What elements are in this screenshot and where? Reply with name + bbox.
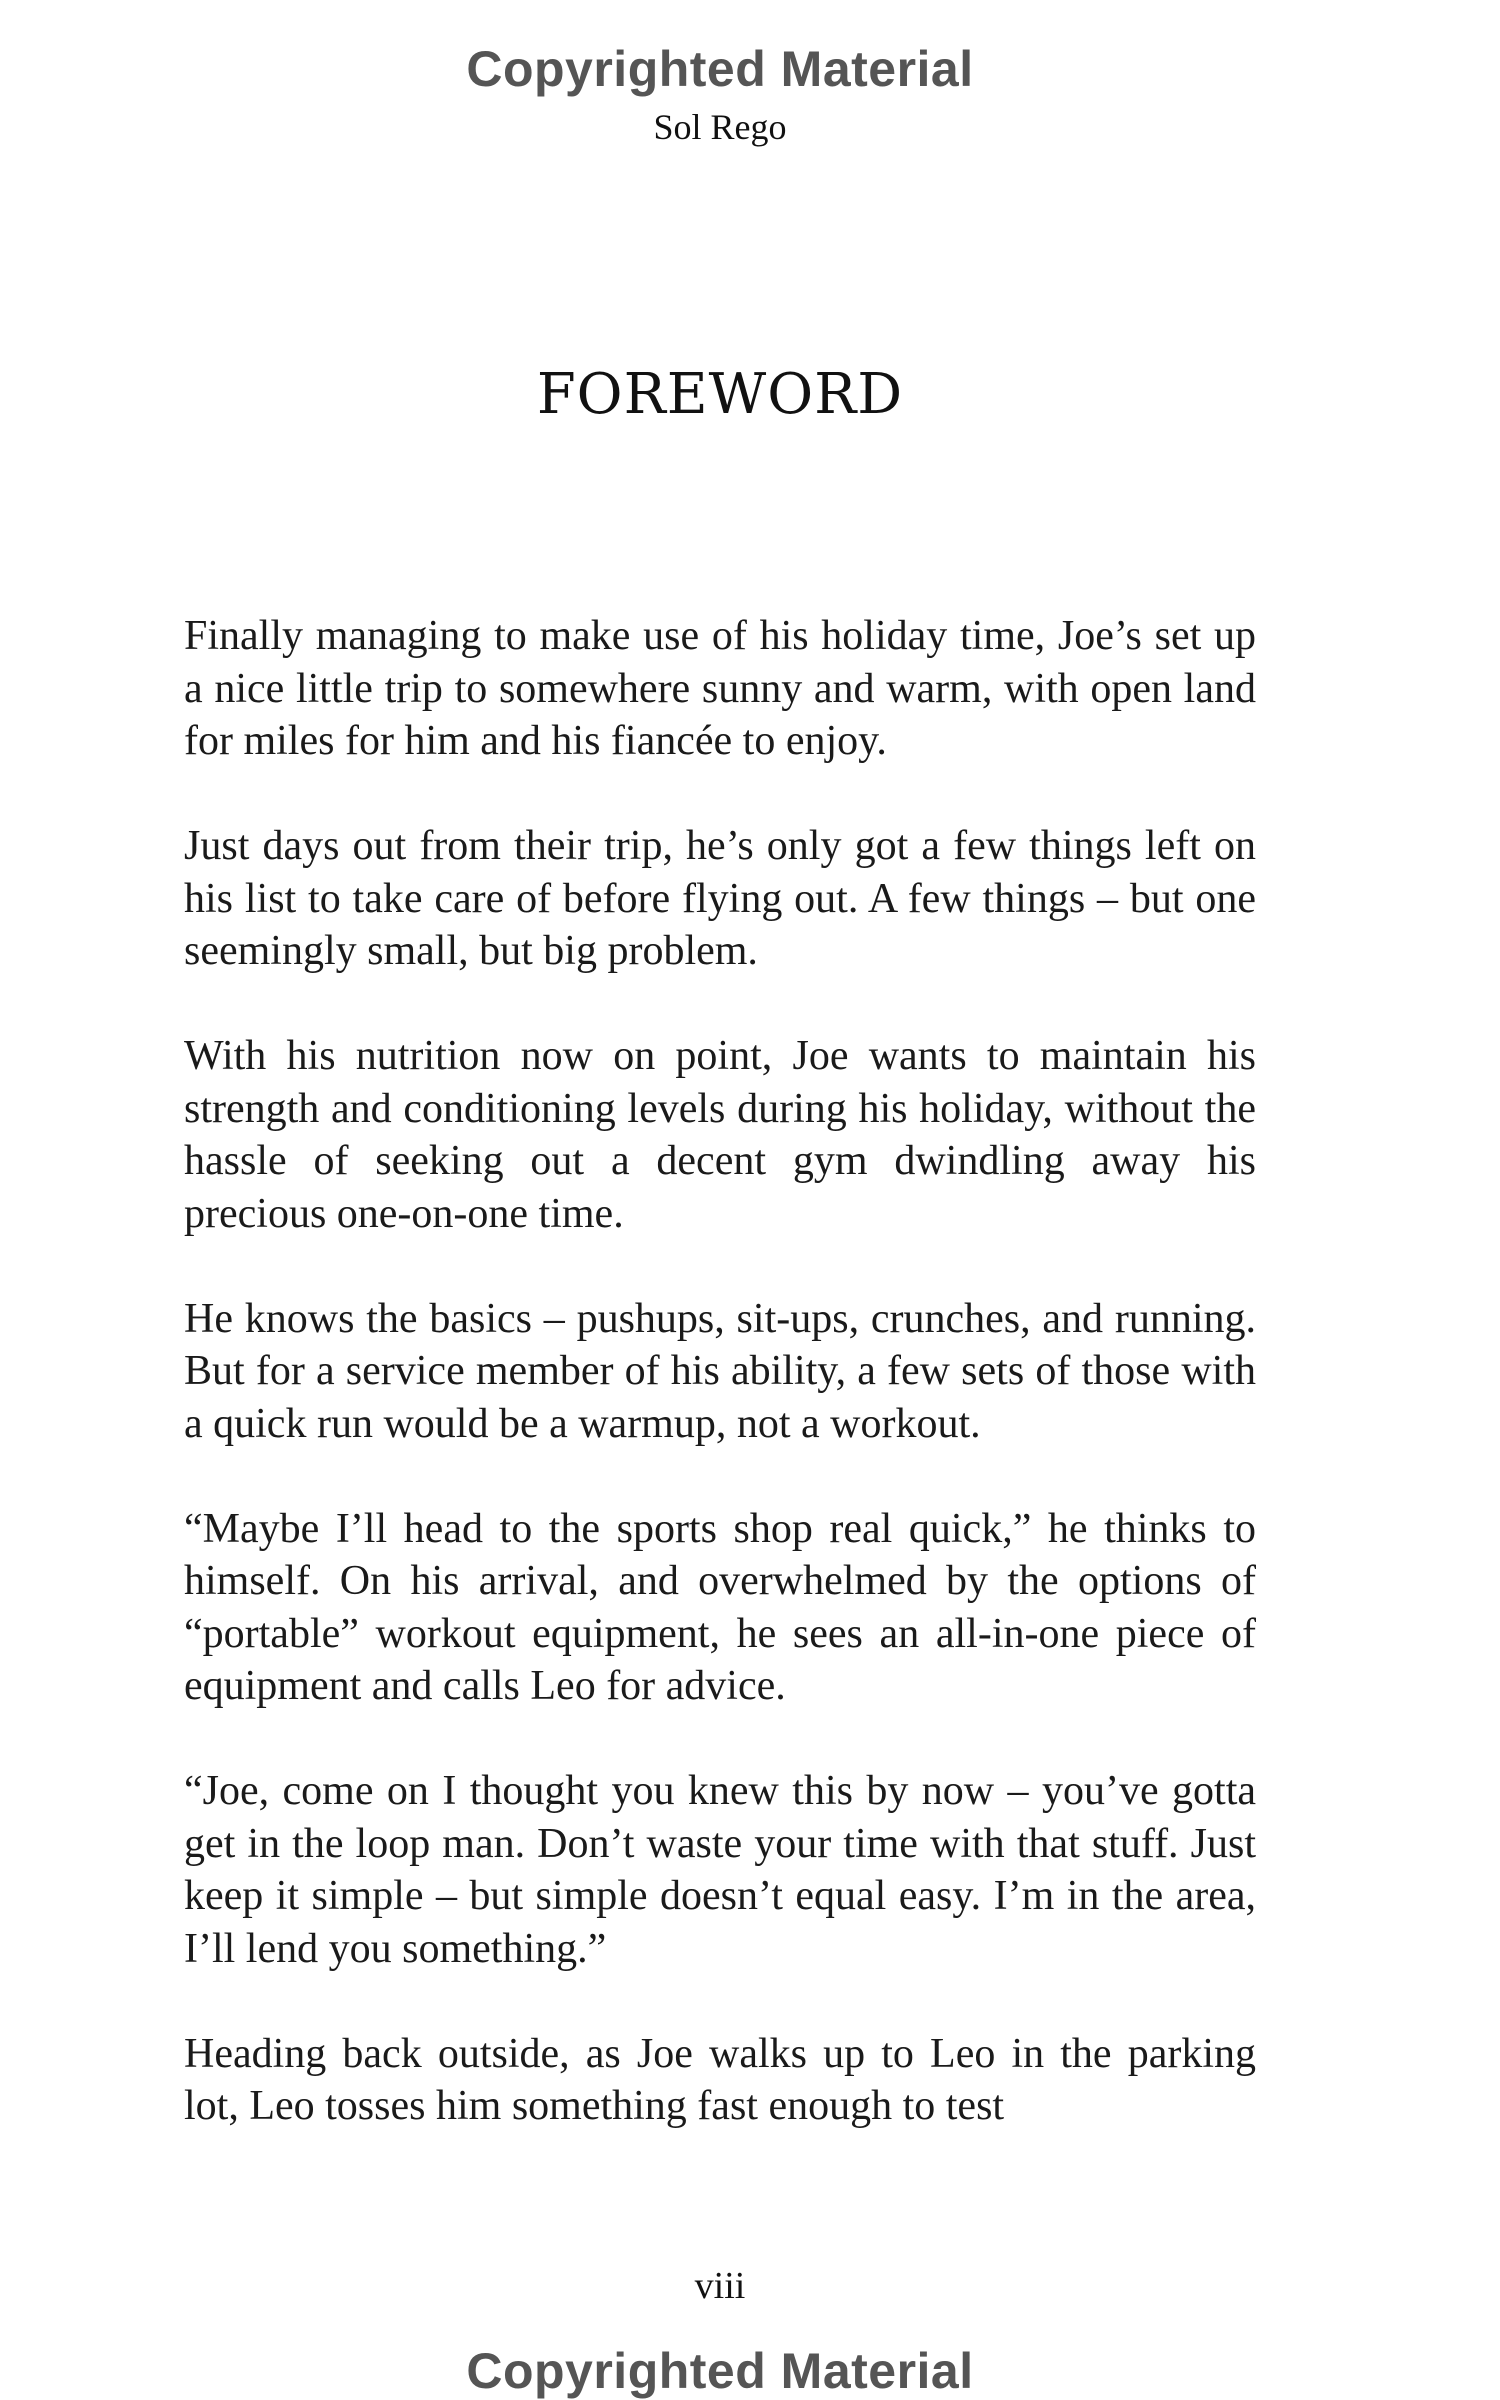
paragraph: Heading back outside, as Joe walks up to Leo in the parking lot, Leo tosses him something fast enough to test <box>184 2030 1256 2129</box>
copyright-watermark-bottom: Copyrighted Material <box>466 2343 974 2399</box>
paragraph: Just days out from their trip, he’s only got a few things left on his list to take care of before flying out. A few things – but one seemingly small, but big problem. <box>184 823 1256 974</box>
paragraph: With his nutrition now on point, Joe wants to maintain his strength and conditioning levels during his holiday, without the hassle of seeking out a decent gym dwindling away his precious one-on-one time. <box>184 1033 1256 1237</box>
running-head-author: Sol Rego <box>653 107 787 147</box>
paragraph: Finally managing to make use of his holiday time, Joe’s set up a nice little trip to somewhere sunny and warm, with open land for miles for him and his fiancée to enjoy. <box>184 613 1256 764</box>
body-text <box>184 610 1256 2133</box>
copyright-watermark-top: Copyrighted Material <box>466 41 974 97</box>
paragraph: He knows the basics – pushups, sit-ups, crunches, and running. But for a service member of his ability, a few sets of those with a quick run would be a warmup, not a workout. <box>184 1295 1256 1447</box>
page-number: viii <box>694 2265 746 2307</box>
chapter-title: FOREWORD <box>536 362 904 427</box>
paragraph: “Joe, come on I thought you knew this by now – you’ve gotta get in the loop man. Don’t waste your time with that stuff. Just keep it simple – but simple doesn’t equal easy. I’m in the area, I’ll lend you something.” <box>184 1768 1256 1972</box>
paragraph: “Maybe I’ll head to the sports shop real quick,” he thinks to himself. On his arrival, and overwhelmed by the options of “portable” workout equipment, he sees an all-in-one piece of equipment and calls Leo for advice. <box>184 1505 1256 1709</box>
